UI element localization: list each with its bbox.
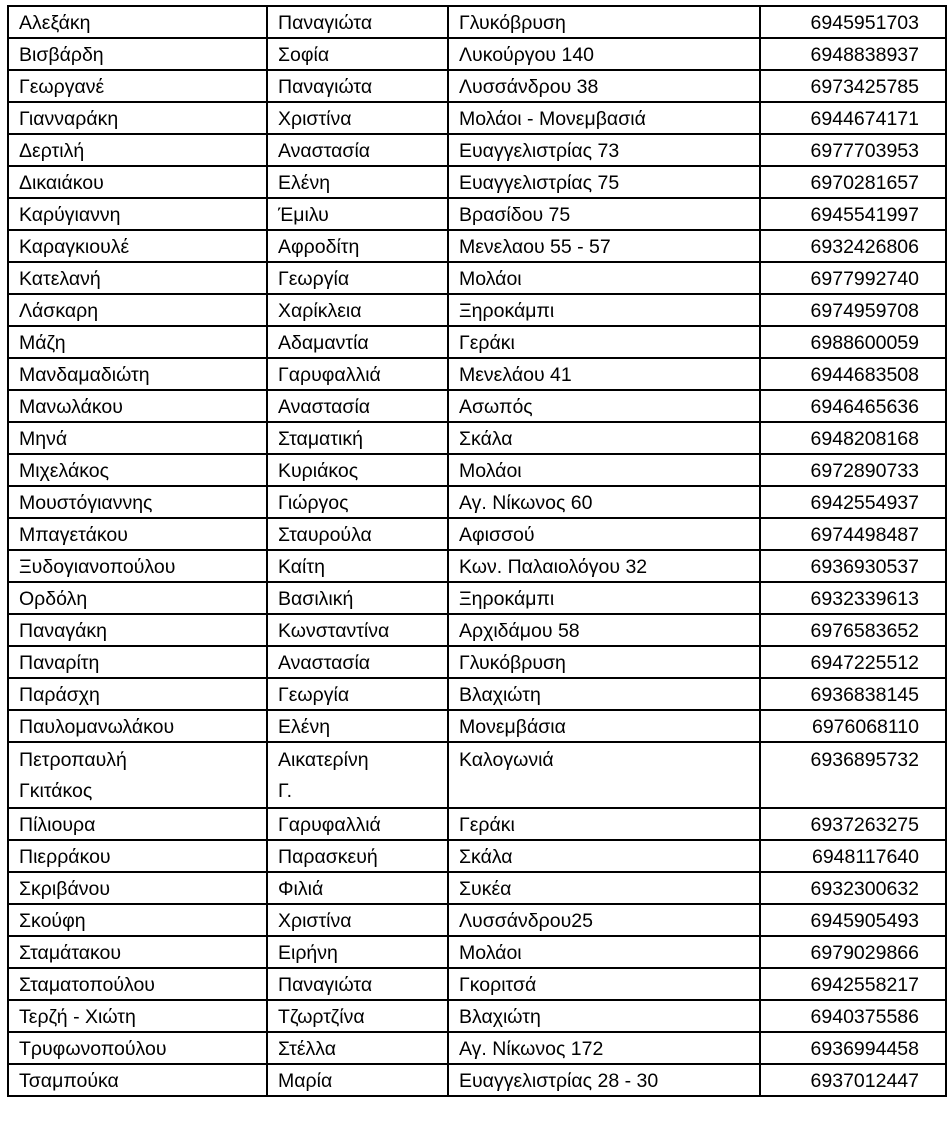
first-name-cell: Κυριάκος bbox=[267, 454, 448, 486]
first-name-cell: Σοφία bbox=[267, 38, 448, 70]
surname-cell: Μπαγετάκου bbox=[8, 518, 267, 550]
phone-cell: 6976068110 bbox=[760, 710, 946, 742]
surname-cell: Μανδαμαδιώτη bbox=[8, 358, 267, 390]
phone-cell: 6942554937 bbox=[760, 486, 946, 518]
surname-cell: Παράσχη bbox=[8, 678, 267, 710]
first-name-cell: Γιώργος bbox=[267, 486, 448, 518]
surname-cell: Τερζή - Χιώτη bbox=[8, 1000, 267, 1032]
first-name-cell: Παναγιώτα bbox=[267, 70, 448, 102]
first-name-cell: Ελένη bbox=[267, 166, 448, 198]
first-name-cell: Γαρυφαλλιά bbox=[267, 808, 448, 840]
first-name-cell: Σταματική bbox=[267, 422, 448, 454]
address-cell: Γκοριτσά bbox=[448, 968, 760, 1000]
address-cell: Μολάοι - Μονεμβασιά bbox=[448, 102, 760, 134]
surname-cell: Καραγκιουλέ bbox=[8, 230, 267, 262]
table-row bbox=[8, 742, 946, 808]
address-cell: Μολάοι bbox=[448, 936, 760, 968]
address-cell: Ξηροκάμπι bbox=[448, 582, 760, 614]
table-row bbox=[8, 872, 946, 904]
table-row bbox=[8, 840, 946, 872]
table-row bbox=[8, 38, 946, 70]
table-row bbox=[8, 486, 946, 518]
table-row bbox=[8, 904, 946, 936]
phone-cell: 6942558217 bbox=[760, 968, 946, 1000]
address-cell: Καλογωνιά bbox=[448, 742, 760, 808]
phone-cell: 6936930537 bbox=[760, 550, 946, 582]
surname-cell: Αλεξάκη bbox=[8, 6, 267, 38]
surname-cell: Σκούφη bbox=[8, 904, 267, 936]
address-cell: Μονεμβάσια bbox=[448, 710, 760, 742]
surname-cell: Σταματοπούλου bbox=[8, 968, 267, 1000]
first-name-cell: Ελένη bbox=[267, 710, 448, 742]
address-cell: Γεράκι bbox=[448, 326, 760, 358]
table-row bbox=[8, 518, 946, 550]
surname-cell: Γεωργανέ bbox=[8, 70, 267, 102]
first-name-cell: Αναστασία bbox=[267, 646, 448, 678]
surname-cell: Μηνά bbox=[8, 422, 267, 454]
phone-cell: 6936838145 bbox=[760, 678, 946, 710]
surname-cell: Μουστόγιαννης bbox=[8, 486, 267, 518]
table-row bbox=[8, 646, 946, 678]
phone-cell: 6948117640 bbox=[760, 840, 946, 872]
address-cell: Ευαγγελιστρίας 73 bbox=[448, 134, 760, 166]
phone-cell: 6945951703 bbox=[760, 6, 946, 38]
address-cell: Ασωπός bbox=[448, 390, 760, 422]
surname-cell: Μανωλάκου bbox=[8, 390, 267, 422]
phone-cell: 6932339613 bbox=[760, 582, 946, 614]
surname-cell: Ορδόλη bbox=[8, 582, 267, 614]
phone-cell: 6945905493 bbox=[760, 904, 946, 936]
first-name-cell: Γεωργία bbox=[267, 678, 448, 710]
first-name-cell: Αναστασία bbox=[267, 134, 448, 166]
address-cell: Γλυκόβρυση bbox=[448, 646, 760, 678]
first-name-cell: Έμιλυ bbox=[267, 198, 448, 230]
surname-cell: Βισβάρδη bbox=[8, 38, 267, 70]
table-row bbox=[8, 6, 946, 38]
address-cell: Αγ. Νίκωνος 172 bbox=[448, 1032, 760, 1064]
phone-cell: 6948208168 bbox=[760, 422, 946, 454]
first-name-cell: Παναγιώτα bbox=[267, 6, 448, 38]
address-cell: Κων. Παλαιολόγου 32 bbox=[448, 550, 760, 582]
first-name-cell: Αναστασία bbox=[267, 390, 448, 422]
contacts-table-body bbox=[8, 6, 946, 1096]
surname-cell: Δερτιλή bbox=[8, 134, 267, 166]
first-name-cell: Αφροδίτη bbox=[267, 230, 448, 262]
address-cell: Αρχιδάμου 58 bbox=[448, 614, 760, 646]
address-cell: Βρασίδου 75 bbox=[448, 198, 760, 230]
surname-cell: Ξυδογιανοπούλου bbox=[8, 550, 267, 582]
address-cell: Ευαγγελιστρίας 75 bbox=[448, 166, 760, 198]
phone-cell: 6936895732 bbox=[760, 742, 946, 808]
surname-cell: Σκριβάνου bbox=[8, 872, 267, 904]
table-row bbox=[8, 808, 946, 840]
table-row bbox=[8, 582, 946, 614]
first-name-cell: Φιλιά bbox=[267, 872, 448, 904]
table-row bbox=[8, 134, 946, 166]
address-cell: Μενελάου 41 bbox=[448, 358, 760, 390]
surname-cell: Πιερράκου bbox=[8, 840, 267, 872]
table-row bbox=[8, 710, 946, 742]
first-name-cell: Σταυρούλα bbox=[267, 518, 448, 550]
address-cell: Ξηροκάμπι bbox=[448, 294, 760, 326]
table-row bbox=[8, 102, 946, 134]
phone-cell: 6979029866 bbox=[760, 936, 946, 968]
first-name-cell: Γεωργία bbox=[267, 262, 448, 294]
first-name-cell: Χαρίκλεια bbox=[267, 294, 448, 326]
address-cell: Γεράκι bbox=[448, 808, 760, 840]
surname-cell: Δικαιάκου bbox=[8, 166, 267, 198]
phone-cell: 6977992740 bbox=[760, 262, 946, 294]
phone-cell: 6977703953 bbox=[760, 134, 946, 166]
first-name-cell: Κωνσταντίνα bbox=[267, 614, 448, 646]
surname-cell: Τρυφωνοπούλου bbox=[8, 1032, 267, 1064]
phone-cell: 6988600059 bbox=[760, 326, 946, 358]
table-row bbox=[8, 1064, 946, 1096]
phone-cell: 6945541997 bbox=[760, 198, 946, 230]
surname-cell: Κατελανή bbox=[8, 262, 267, 294]
address-cell: Λυκούργου 140 bbox=[448, 38, 760, 70]
phone-cell: 6947225512 bbox=[760, 646, 946, 678]
surname-cell: Τσαμπούκα bbox=[8, 1064, 267, 1096]
address-cell: Μενελαου 55 - 57 bbox=[448, 230, 760, 262]
phone-cell: 6973425785 bbox=[760, 70, 946, 102]
phone-cell: 6936994458 bbox=[760, 1032, 946, 1064]
address-cell: Αφισσού bbox=[448, 518, 760, 550]
address-cell: Λυσσάνδρου 38 bbox=[448, 70, 760, 102]
first-name-cell: Ειρήνη bbox=[267, 936, 448, 968]
phone-cell: 6937263275 bbox=[760, 808, 946, 840]
phone-cell: 6932300632 bbox=[760, 872, 946, 904]
surname-cell: Πετροπαυλή Γκιτάκος bbox=[8, 742, 267, 808]
table-row bbox=[8, 550, 946, 582]
phone-cell: 6937012447 bbox=[760, 1064, 946, 1096]
address-cell: Βλαχιώτη bbox=[448, 1000, 760, 1032]
table-row bbox=[8, 390, 946, 422]
surname-cell: Σταμάτακου bbox=[8, 936, 267, 968]
address-cell: Αγ. Νίκωνος 60 bbox=[448, 486, 760, 518]
surname-cell: Παυλομανωλάκου bbox=[8, 710, 267, 742]
table-row bbox=[8, 1032, 946, 1064]
phone-cell: 6946465636 bbox=[760, 390, 946, 422]
phone-cell: 6974959708 bbox=[760, 294, 946, 326]
phone-cell: 6972890733 bbox=[760, 454, 946, 486]
first-name-cell: Αικατερίνη Γ. bbox=[267, 742, 448, 808]
phone-cell: 6932426806 bbox=[760, 230, 946, 262]
surname-cell: Μιχελάκος bbox=[8, 454, 267, 486]
surname-cell: Παναρίτη bbox=[8, 646, 267, 678]
first-name-cell: Αδαμαντία bbox=[267, 326, 448, 358]
table-row bbox=[8, 166, 946, 198]
table-row bbox=[8, 326, 946, 358]
first-name-cell: Παναγιώτα bbox=[267, 968, 448, 1000]
surname-cell: Μάζη bbox=[8, 326, 267, 358]
phone-cell: 6944674171 bbox=[760, 102, 946, 134]
surname-cell: Καρύγιαννη bbox=[8, 198, 267, 230]
first-name-cell: Παρασκευή bbox=[267, 840, 448, 872]
table-row bbox=[8, 422, 946, 454]
phone-cell: 6974498487 bbox=[760, 518, 946, 550]
phone-cell: 6970281657 bbox=[760, 166, 946, 198]
surname-cell: Γιανναράκη bbox=[8, 102, 267, 134]
surname-cell: Παναγάκη bbox=[8, 614, 267, 646]
table-row bbox=[8, 614, 946, 646]
table-row bbox=[8, 968, 946, 1000]
contacts-table bbox=[7, 5, 947, 1097]
phone-cell: 6976583652 bbox=[760, 614, 946, 646]
phone-cell: 6940375586 bbox=[760, 1000, 946, 1032]
first-name-cell: Καίτη bbox=[267, 550, 448, 582]
table-row bbox=[8, 294, 946, 326]
table-row bbox=[8, 358, 946, 390]
table-row bbox=[8, 198, 946, 230]
table-row bbox=[8, 262, 946, 294]
address-cell: Γλυκόβρυση bbox=[448, 6, 760, 38]
address-cell: Ευαγγελιστρίας 28 - 30 bbox=[448, 1064, 760, 1096]
surname-cell: Πίλιουρα bbox=[8, 808, 267, 840]
table-row bbox=[8, 454, 946, 486]
first-name-cell: Γαρυφαλλιά bbox=[267, 358, 448, 390]
table-row bbox=[8, 70, 946, 102]
address-cell: Βλαχιώτη bbox=[448, 678, 760, 710]
address-cell: Μολάοι bbox=[448, 454, 760, 486]
first-name-cell: Χριστίνα bbox=[267, 102, 448, 134]
address-cell: Σκάλα bbox=[448, 840, 760, 872]
phone-cell: 6948838937 bbox=[760, 38, 946, 70]
address-cell: Μολάοι bbox=[448, 262, 760, 294]
address-cell: Λυσσάνδρου25 bbox=[448, 904, 760, 936]
address-cell: Συκέα bbox=[448, 872, 760, 904]
surname-cell: Λάσκαρη bbox=[8, 294, 267, 326]
first-name-cell: Τζωρτζίνα bbox=[267, 1000, 448, 1032]
table-row bbox=[8, 1000, 946, 1032]
first-name-cell: Χριστίνα bbox=[267, 904, 448, 936]
address-cell: Σκάλα bbox=[448, 422, 760, 454]
first-name-cell: Στέλλα bbox=[267, 1032, 448, 1064]
first-name-cell: Βασιλική bbox=[267, 582, 448, 614]
table-row bbox=[8, 230, 946, 262]
table-row bbox=[8, 678, 946, 710]
phone-cell: 6944683508 bbox=[760, 358, 946, 390]
first-name-cell: Μαρία bbox=[267, 1064, 448, 1096]
table-row bbox=[8, 936, 946, 968]
